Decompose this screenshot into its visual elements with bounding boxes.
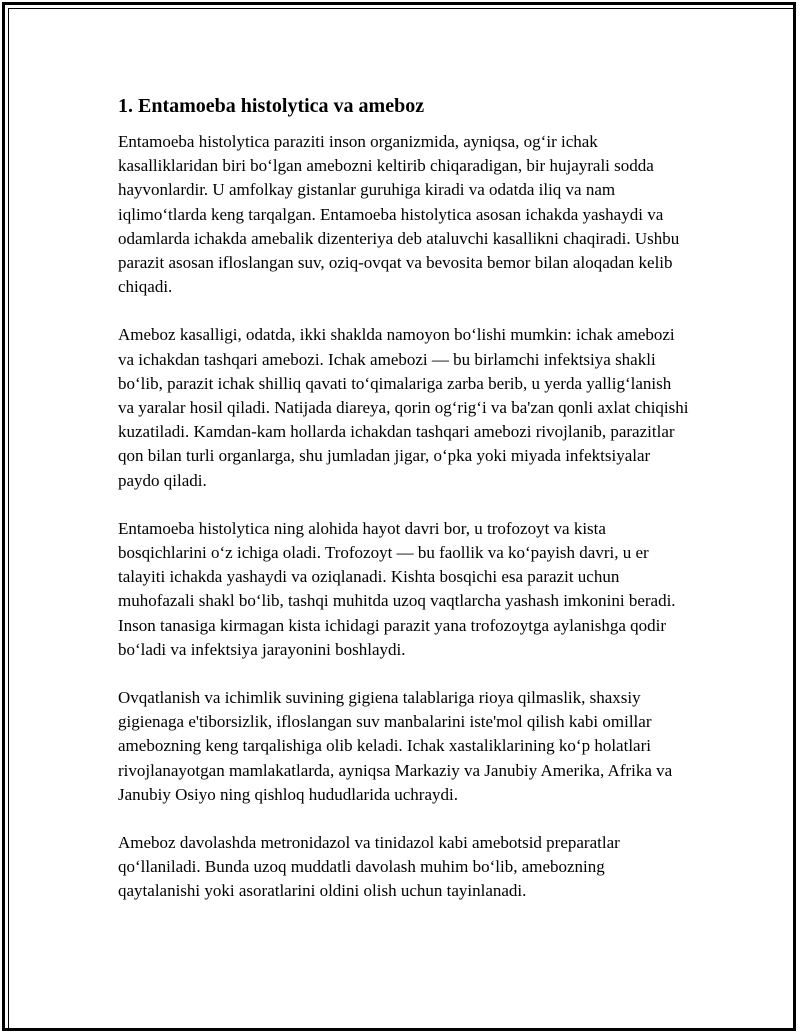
paragraph-life-cycle: Entamoeba histolytica ning alohida hayot davri bor, u trofozoyt va kista bosqichlarini o‘z ichiga oladi. Trofozoyt — bu faollik va ko‘payish davri, u er talayiti ichakda yashaydi va oziqlanadi. Kishta bosqichi esa parazit uchun muhofazali shakl bo‘lib, tashqi muhitda uzoq vaqtlarcha yashash imkonini beradi. Inson tanasiga kirmagan kista ichidagi parazit yana trofozoytga aylanishga qodir bo‘ladi va infektsiya jarayonini boshlaydi.: [118, 518, 676, 659]
document-body: [118, 92, 690, 928]
paragraph-spread: Ovqatlanish va ichimlik suvining gigiena talablariga rioya qilmaslik, shaxsiy gigienaga e'tiborsizlik, ifloslangan suv manbalarini iste'mol qilish kabi omillar amebozning keng tarqalishiga olib keladi. Ichak xastaliklarining ko‘p holatlari rivojlanayotgan mamlakatlarda, ayniqsa Markaziy va Janubiy Amerika, Afrika va Janubiy Osiyo ning qishloq hududlarida uchraydi.: [118, 688, 673, 804]
paragraph-intro: Entamoeba histolytica paraziti inson organizmida, ayniqsa, og‘ir ichak kasalliklaridan biri bo‘lgan amebozni keltirib chiqaradigan, bir hujayrali sodda hayvonlardir. U amfolkay gistanlar guruhiga kiradi va odatda iliq va nam iqlimo‘tlarda keng tarqalgan. Entamoeba histolytica asosan ichakda yashaydi va odamlarda ichakda amebalik dizenteriya deb ataluvchi kasallikni chaqiradi. Ushbu parazit asosan ifloslangan suv, oziq-ovqat va bevosita bemor bilan aloqadan kelib chiqadi.: [118, 132, 680, 297]
paragraph-treatment: Ameboz davolashda metronidazol va tinidazol kabi amebotsid preparatlar qo‘llaniladi. Bunda uzoq muddatli davolash muhim bo‘lib, amebozning qaytalanishi yoki asoratlarini oldini olish uchun tayinlanadi.: [118, 833, 620, 901]
section-title: 1. Entamoeba histolytica va ameboz: [118, 95, 425, 117]
paragraph-forms: Ameboz kasalligi, odatda, ikki shaklda namoyon bo‘lishi mumkin: ichak amebozi va ichakdan tashqari amebozi. Ichak amebozi — bu birlamchi infektsiya shakli bo‘lib, parazit ichak shilliq qavati to‘qimalariga zarba berib, u yerda yallig‘lanish va yaralar hosil qiladi. Natijada diareya, qorin og‘rig‘i va ba'zan qonli axlat chiqishi kuzatiladi. Kamdan-kam hollarda ichakdan tashqari amebozi rivojlanib, parazitlar qon bilan turli organlarga, shu jumladan jigar, o‘pka yoki miyada infektsiyalar paydo qiladi.: [118, 325, 689, 490]
